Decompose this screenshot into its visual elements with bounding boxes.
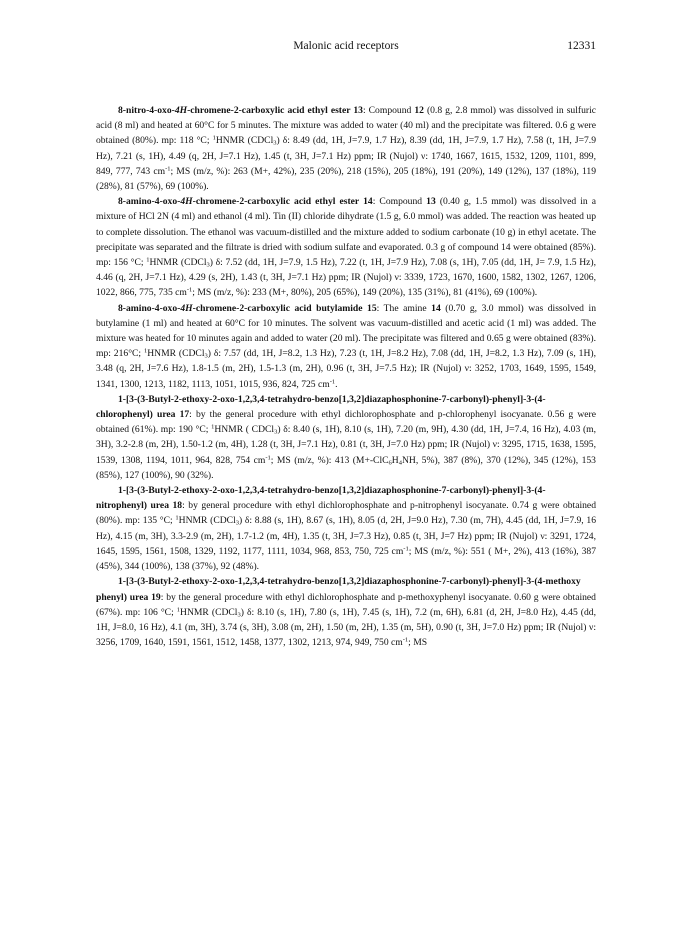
compound-18-paragraph: 1-[3-(3-Butyl-2-ethoxy-2-oxo-1,2,3,4-tetrahydro-benzo[1,3,2]diazaphosphonine-7-carbonyl)-phenyl]-3-(4-nitrophenyl) urea 18: by general procedure with ethyl dichlorophosphate and p-nitrophenyl isocyanate. 0.74 g were obtained (80%). mp: 135 °C; $^1$HNMR (CDCl$_3$) δ: 8.88 (s, 1H), 8.67 (s, 1H), 8.05 (d, 2H, J=9.0 Hz), 7.30 (m, 7H), 4.45 (dd, 1H, J=7.9, 16 Hz), 4.15 (m, 3H), 3.3-2.9 (m, 2H), 1.7-1.2 (m, 4H), 1.35 (t, 3H, J=7.3 Hz), 0.85 (t, 3H, J=7 Hz) ppm; IR (Nujol) ν: 3291, 1724, 1645, 1595, 1561, 1508, 1329, 1192, 1177, 1111, 1034, 968, 853, 750, 725 $cm^{-1}$; MS (m/z, %): 551 ( M+, 2%), 413 (16%), 387 (45%), 344 (100%), 138 (37%), 92 (48%). (96, 485, 597, 573)
compound-title: 1-[3-(3-Butyl-2-ethoxy-2-oxo-1,2,3,4-tetrahydro-benzo[1,3,2]diazaphosphonine-7-carbonyl)-phenyl]-3-(4-chlorophenyl) urea 17 (96, 393, 546, 421)
compound-17-paragraph: 1-[3-(3-Butyl-2-ethoxy-2-oxo-1,2,3,4-tetrahydro-benzo[1,3,2]diazaphosphonine-7-carbonyl)-phenyl]-3-(4-chlorophenyl) urea 17: by the general procedure with ethyl dichlorophosphate and p-chlorophenyl isocyanate. 0.56 g were obtained (61%). mp: 190 °C; $^1$HNMR ( CDCl$_3$) δ: 8.40 (s, 1H), 8.10 (s, 1H), 7.20 (m, 9H), 4.30 (dd, 1H, J=7.4, 16 Hz), 4.03 (m, 3H), 3.2-2.8 (m, 2H), 1.50-1.2 (m, 4H), 1.28 (t, 3H, J=7.1 Hz), 0.81 (t, 3H, J=7.0 Hz) ppm; IR (Nujol) ν: 3295, 1715, 1638, 1595, 1539, 1308, 1194, 1011, 964, 828, 754 $cm^{-1}$; MS (m/z, %): 413 ($M+-ClC_6H_4NH$, 5%), 387 (8%), 370 (12%), 345 (12%), 153 (85%), 127 (100%), 90 (32%). (96, 393, 597, 481)
compound-19-paragraph: 1-[3-(3-Butyl-2-ethoxy-2-oxo-1,2,3,4-tetrahydro-benzo[1,3,2]diazaphosphonine-7-carbonyl)-phenyl]-3-(4-methoxy phenyl) urea 19: by the general procedure with ethyl dichlorophosphate and p-methoxyphenyl isocyanate. 0.60 g were obtained (67%). mp: 106 °C; $^1$HNMR (CDCl$_3$) δ: 8.10 (s, 1H), 7.80 (s, 1H), 7.45 (s, 1H), 7.2 (m, 6H), 6.81 (d, 2H, J=8.0 Hz), 4.45 (dd, 1H, J=8.0, 16 Hz), 4.1 (m, 3H), 3.74 (s, 3H), 3.08 (m, 2H), 1.50 (m, 2H), 1.35 (m, 5H), 0.90 (t, 3H, J=7.0 Hz) ppm; IR (Nujol) ν: 3256, 1709, 1640, 1591, 1561, 1512, 1458, 1377, 1302, 1213, 974, 949, 750 $cm^{-1}$; MS (96, 576, 596, 649)
compound-15-paragraph: 8-amino-4-oxo-4H-chromene-2-carboxylic acid butylamide 15: The amine 14 (0.70 g, 3.0 mmol) was dissolved in butylamine (1 ml) and heated at 60°C for 10 minutes. The solvent was vacuum-distilled and acetic acid (1 ml) was added. The mixture was heated for 10 minutes again and added to water (20 ml). The precipitate was filtered and 0.65 g were obtained (83%). mp: 216°C; $^1$HNMR (CDCl$_3$) δ: 7.57 (dd, 1H, J=8.2, 1.3 Hz), 7.23 (t, 1H, J=8.2 Hz), 7.08 (dd, 1H, J=8.2, 1.3 Hz), 7.09 (s, 1H), 3.48 (q, 2H, J=7.6 Hz), 1.8-1.5 (m, 2H), 1.5-1.3 (m, 2H), 0.96 (t, 3H, J=7.5 Hz); IR (Nujol) ν: 3252, 1703, 1649, 1595, 1549, 1341, 1300, 1213, 1182, 1113, 1051, 1015, 936, 824, 725 $cm^{-1}$. (96, 302, 596, 390)
compound-title: 1-[3-(3-Butyl-2-ethoxy-2-oxo-1,2,3,4-tetrahydro-benzo[1,3,2]diazaphosphonine-7-carbonyl)-phenyl]-3-(4-methoxy phenyl) urea 19 (96, 576, 581, 603)
compound-14-paragraph: 8-amino-4-oxo-4H-chromene-2-carboxylic acid ethyl ester 14: Compound 13 (0.40 g, 1.5 mmol) was dissolved in a mixture of HCl 2N (4 ml) and ethanol (4 ml). Tin (II) chloride dihydrate (1.5 g, 6.0 mmol) was added. The reaction was heated up to complete dissolution. The ethanol was vacuum-distilled and the mixture added to sodium carbonate (10 g) in ethyl acetate. The precipitate was separated and the filtrate is dried with sodium sulfate and evaporated. 0.3 g of compound 14 were obtained (85%). mp: 156 °C; $^1$HNMR (CDCl$_3$) δ: 7.52 (dd, 1H, J=7.9, 1.5 Hz), 7.22 (t, 1H, J=7.9 Hz), 7.08 (s, 1H), 7.05 (dd, 1H, J= 7.9, 1.5 Hz), 4.46 (q, 2H, J=7.1 Hz), 4.29 (s, 2H), 1.43 (t, 3H, J=7.1 Hz) ppm; IR (Nujol) ν: 3339, 1723, 1670, 1600, 1582, 1302, 1267, 1206, 1022, 866, 775, 735 $cm^{-1}$; MS (m/z, %): 233 (M+, 80%), 205 (65%), 149 (20%), 135 (31%), 81 (41%), 69 (100%). (96, 196, 596, 299)
compound-13-paragraph: 8-nitro-4-oxo-4H-chromene-2-carboxylic acid ethyl ester 13: Compound 12 (0.8 g, 2.8 mmol) was dissolved in sulfuric acid (8 ml) and heated at 60°C for 5 minutes. The mixture was added to water (40 ml) and the precipitate was filtered. 0.6 g were obtained (80%). mp: 118 °C; $^1$HNMR (CDCl$_3$) δ: 8.49 (dd, 1H, J=7.9, 1.7 Hz), 8.39 (dd, 1H, J=7.9, 1.7 Hz), 7.58 (t, 1H, J=7.9 Hz), 7.21 (s, 1H), 4.49 (q, 2H, J=7.1 Hz), 1.45 (t, 3H, J=7.1 Hz) ppm; IR (Nujol) ν: 1740, 1667, 1615, 1532, 1209, 1101, 899, 849, 777, 743 $cm^{-1}$; MS (m/z, %): 263 (M+, 42%), 235 (20%), 218 (15%), 205 (18%), 191 (20%), 149 (12%), 137 (18%), 119 (28%), 81 (57%), 69 (100%). (96, 105, 597, 193)
page-header (96, 40, 596, 56)
running-title: Malonic acid receptors (293, 40, 399, 52)
experimental-section (96, 103, 596, 650)
compound-title: 1-[3-(3-Butyl-2-ethoxy-2-oxo-1,2,3,4-tetrahydro-benzo[1,3,2]diazaphosphonine-7-carbonyl)-phenyl]-3-(4-nitrophenyl) urea 18 (96, 485, 546, 512)
compound-title: 8-amino-4-oxo-4H-chromene-2-carboxylic acid ethyl ester 14 (118, 196, 373, 208)
compound-title: 8-nitro-4-oxo-4H-chromene-2-carboxylic acid ethyl ester 13 (118, 105, 363, 116)
page-number: 12331 (567, 40, 596, 52)
compound-ref: 13 (426, 196, 436, 208)
compound-title: 8-amino-4-oxo-4H-chromene-2-carboxylic acid butylamide 15 (118, 302, 377, 314)
compound-ref: 12 (414, 105, 424, 116)
compound-ref: 14 (431, 302, 441, 314)
